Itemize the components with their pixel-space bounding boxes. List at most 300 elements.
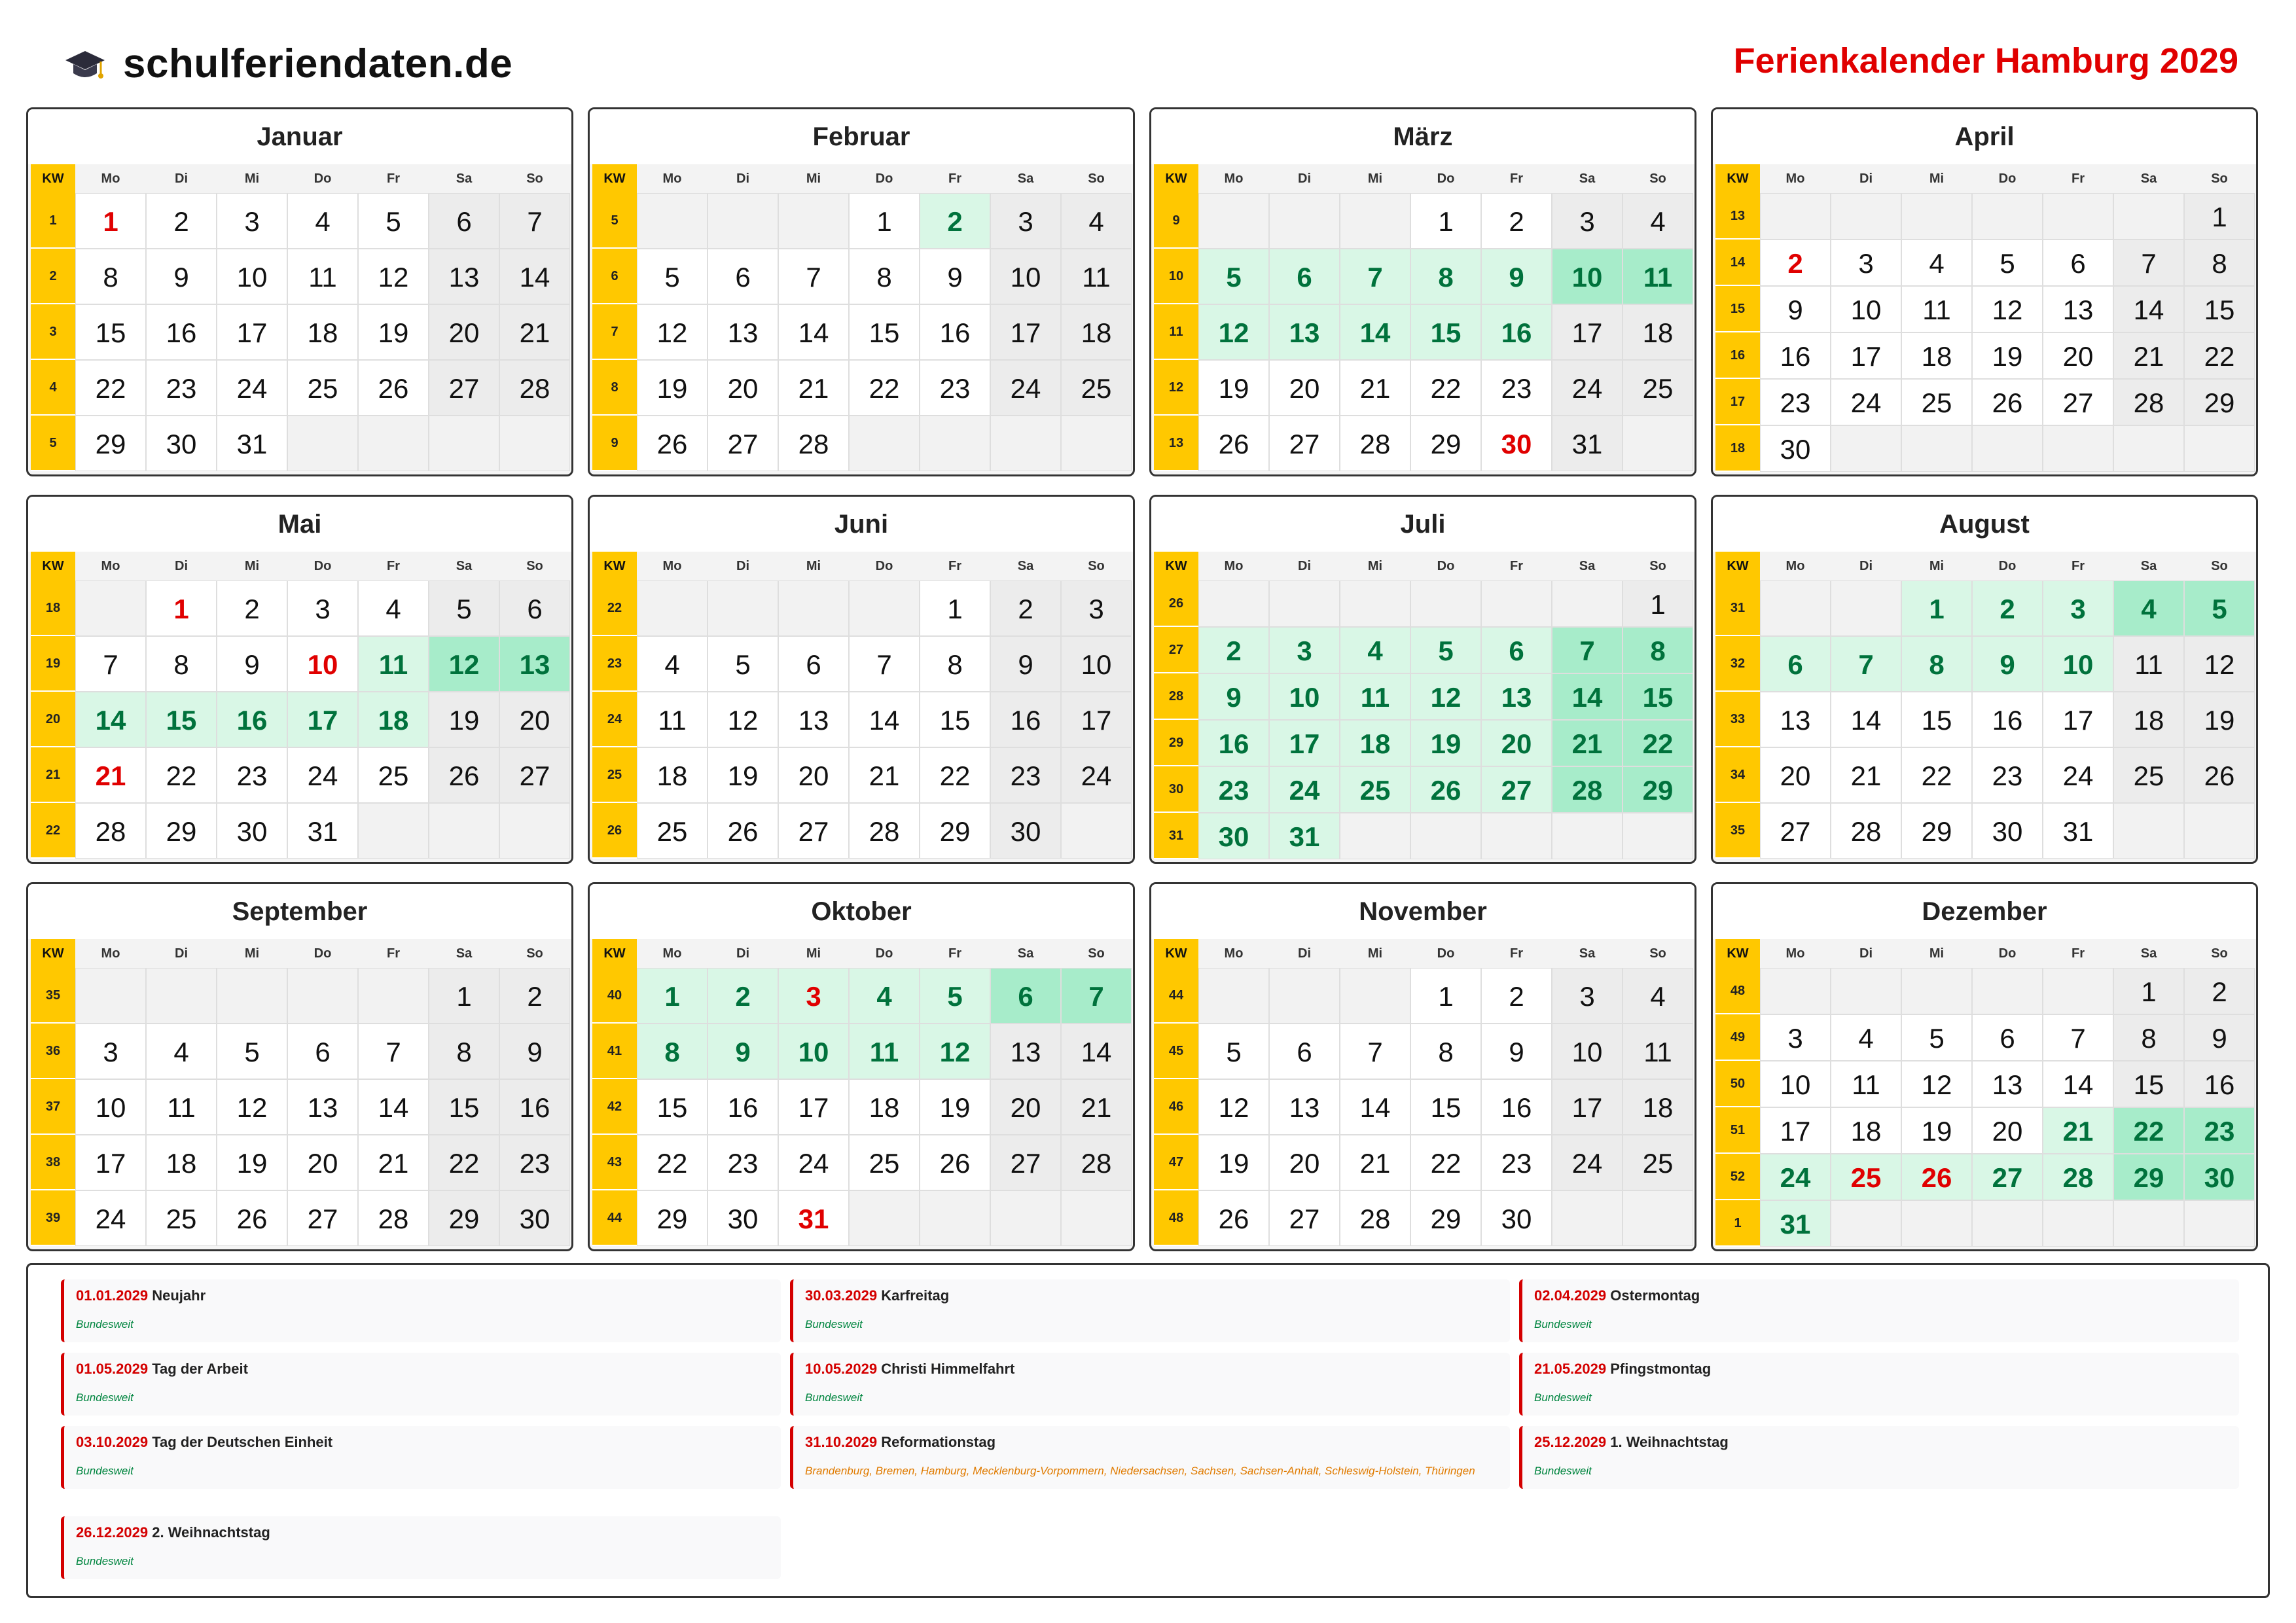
day-cell[interactable]: 22 (637, 1135, 708, 1190)
day-cell[interactable]: 19 (217, 1135, 287, 1190)
day-cell[interactable]: 30 (1972, 803, 2043, 859)
day-cell[interactable]: 20 (429, 304, 499, 360)
day-cell[interactable]: 29 (920, 803, 990, 859)
day-cell[interactable]: 8 (2113, 1014, 2184, 1061)
day-cell[interactable]: 20 (499, 692, 570, 747)
day-cell[interactable]: 20 (1972, 1107, 2043, 1154)
holiday-day-cell[interactable]: 12 (1198, 304, 1269, 360)
holiday-day-cell[interactable]: 11 (849, 1024, 920, 1079)
holiday-day-cell[interactable]: 5 (920, 968, 990, 1024)
holiday-day-cell[interactable]: 10 (778, 1024, 849, 1079)
day-cell[interactable]: 11 (1901, 286, 1972, 332)
day-cell[interactable]: 25 (1061, 360, 1132, 416)
holiday-day-cell[interactable]: 7 (1552, 627, 1623, 673)
day-cell[interactable]: 19 (2184, 692, 2255, 747)
day-cell[interactable]: 25 (2113, 747, 2184, 803)
day-cell[interactable]: 13 (1760, 692, 1831, 747)
day-cell[interactable]: 18 (1623, 1079, 1693, 1135)
day-cell[interactable]: 24 (778, 1135, 849, 1190)
day-cell[interactable]: 17 (1552, 304, 1623, 360)
day-cell[interactable]: 8 (2184, 240, 2255, 286)
day-cell[interactable]: 5 (429, 580, 499, 636)
holiday-day-cell[interactable]: 7 (1061, 968, 1132, 1024)
holiday-day-cell[interactable]: 17 (287, 692, 358, 747)
day-cell[interactable]: 26 (2184, 747, 2255, 803)
holiday-day-cell[interactable]: 27 (1972, 1154, 2043, 1200)
day-cell[interactable]: 27 (708, 416, 778, 471)
day-cell[interactable]: 3 (1831, 240, 1901, 286)
holiday-day-cell[interactable]: 30 (1198, 813, 1269, 859)
public-holiday-day-cell[interactable]: 3 (778, 968, 849, 1024)
day-cell[interactable]: 2 (499, 968, 570, 1024)
day-cell[interactable]: 6 (1972, 1014, 2043, 1061)
day-cell[interactable]: 30 (217, 803, 287, 859)
holiday-day-cell[interactable]: 28 (2043, 1154, 2113, 1200)
holiday-day-cell[interactable]: 1 (1901, 580, 1972, 636)
day-cell[interactable]: 1 (2184, 193, 2255, 240)
day-cell[interactable]: 12 (358, 249, 429, 304)
day-cell[interactable]: 7 (1340, 1024, 1410, 1079)
day-cell[interactable]: 20 (708, 360, 778, 416)
day-cell[interactable]: 4 (637, 636, 708, 692)
day-cell[interactable]: 19 (429, 692, 499, 747)
day-cell[interactable]: 16 (990, 692, 1061, 747)
site-name[interactable]: schulferiendaten.de (123, 41, 513, 86)
day-cell[interactable]: 13 (708, 304, 778, 360)
day-cell[interactable]: 7 (75, 636, 146, 692)
day-cell[interactable]: 3 (990, 193, 1061, 249)
holiday-day-cell[interactable]: 17 (1269, 720, 1340, 766)
day-cell[interactable]: 10 (1552, 1024, 1623, 1079)
day-cell[interactable]: 16 (920, 304, 990, 360)
day-cell[interactable]: 14 (849, 692, 920, 747)
day-cell[interactable]: 24 (1552, 1135, 1623, 1190)
day-cell[interactable]: 10 (217, 249, 287, 304)
day-cell[interactable]: 20 (2043, 332, 2113, 379)
day-cell[interactable]: 15 (429, 1079, 499, 1135)
holiday-day-cell[interactable]: 15 (146, 692, 217, 747)
day-cell[interactable]: 4 (1831, 1014, 1901, 1061)
day-cell[interactable]: 12 (1198, 1079, 1269, 1135)
day-cell[interactable]: 22 (1901, 747, 1972, 803)
day-cell[interactable]: 25 (287, 360, 358, 416)
day-cell[interactable]: 14 (778, 304, 849, 360)
day-cell[interactable]: 18 (1061, 304, 1132, 360)
day-cell[interactable]: 22 (920, 747, 990, 803)
holiday-day-cell[interactable]: 6 (1481, 627, 1552, 673)
day-cell[interactable]: 29 (429, 1190, 499, 1246)
holiday-day-cell[interactable]: 6 (990, 968, 1061, 1024)
day-cell[interactable]: 18 (1831, 1107, 1901, 1154)
day-cell[interactable]: 23 (920, 360, 990, 416)
day-cell[interactable]: 7 (499, 193, 570, 249)
day-cell[interactable]: 27 (2043, 379, 2113, 425)
holiday-day-cell[interactable]: 9 (1481, 249, 1552, 304)
day-cell[interactable]: 3 (1760, 1014, 1831, 1061)
day-cell[interactable]: 12 (1972, 286, 2043, 332)
holiday-day-cell[interactable]: 2 (708, 968, 778, 1024)
day-cell[interactable]: 15 (2113, 1061, 2184, 1107)
day-cell[interactable]: 21 (1340, 1135, 1410, 1190)
day-cell[interactable]: 18 (2113, 692, 2184, 747)
day-cell[interactable]: 1 (849, 193, 920, 249)
day-cell[interactable]: 15 (75, 304, 146, 360)
day-cell[interactable]: 7 (358, 1024, 429, 1079)
public-holiday-day-cell[interactable]: 31 (778, 1190, 849, 1246)
day-cell[interactable]: 3 (1552, 968, 1623, 1024)
day-cell[interactable]: 21 (849, 747, 920, 803)
holiday-day-cell[interactable]: 5 (2184, 580, 2255, 636)
day-cell[interactable]: 2 (217, 580, 287, 636)
holiday-day-cell[interactable]: 11 (358, 636, 429, 692)
day-cell[interactable]: 30 (1760, 425, 1831, 472)
day-cell[interactable]: 13 (990, 1024, 1061, 1079)
day-cell[interactable]: 27 (1269, 416, 1340, 471)
holiday-day-cell[interactable]: 2 (920, 193, 990, 249)
public-holiday-day-cell[interactable]: 10 (287, 636, 358, 692)
holiday-day-cell[interactable]: 31 (1760, 1200, 1831, 1247)
day-cell[interactable]: 11 (1623, 1024, 1693, 1079)
day-cell[interactable]: 25 (1623, 1135, 1693, 1190)
day-cell[interactable]: 16 (146, 304, 217, 360)
day-cell[interactable]: 1 (1623, 580, 1693, 627)
day-cell[interactable]: 9 (146, 249, 217, 304)
day-cell[interactable]: 28 (778, 416, 849, 471)
day-cell[interactable]: 8 (146, 636, 217, 692)
holiday-day-cell[interactable]: 30 (2184, 1154, 2255, 1200)
day-cell[interactable]: 2 (1481, 193, 1552, 249)
day-cell[interactable]: 22 (1410, 1135, 1481, 1190)
day-cell[interactable]: 16 (1481, 1079, 1552, 1135)
holiday-day-cell[interactable]: 21 (1552, 720, 1623, 766)
public-holiday-day-cell[interactable]: 2 (1760, 240, 1831, 286)
holiday-day-cell[interactable]: 15 (1623, 673, 1693, 720)
day-cell[interactable]: 18 (287, 304, 358, 360)
day-cell[interactable]: 24 (1552, 360, 1623, 416)
day-cell[interactable]: 2 (1481, 968, 1552, 1024)
day-cell[interactable]: 28 (1831, 803, 1901, 859)
day-cell[interactable]: 17 (778, 1079, 849, 1135)
day-cell[interactable]: 19 (358, 304, 429, 360)
holiday-day-cell[interactable]: 24 (1269, 766, 1340, 813)
day-cell[interactable]: 3 (287, 580, 358, 636)
holiday-day-cell[interactable]: 13 (499, 636, 570, 692)
holiday-day-cell[interactable]: 8 (1901, 636, 1972, 692)
holiday-day-cell[interactable]: 24 (1760, 1154, 1831, 1200)
day-cell[interactable]: 24 (1061, 747, 1132, 803)
holiday-day-cell[interactable]: 2 (1198, 627, 1269, 673)
day-cell[interactable]: 5 (217, 1024, 287, 1079)
day-cell[interactable]: 4 (1901, 240, 1972, 286)
day-cell[interactable]: 20 (1269, 360, 1340, 416)
day-cell[interactable]: 21 (1831, 747, 1901, 803)
day-cell[interactable]: 20 (1269, 1135, 1340, 1190)
day-cell[interactable]: 23 (1760, 379, 1831, 425)
day-cell[interactable]: 24 (287, 747, 358, 803)
day-cell[interactable]: 4 (287, 193, 358, 249)
day-cell[interactable]: 14 (2113, 286, 2184, 332)
day-cell[interactable]: 11 (637, 692, 708, 747)
day-cell[interactable]: 5 (358, 193, 429, 249)
day-cell[interactable]: 26 (217, 1190, 287, 1246)
day-cell[interactable]: 16 (708, 1079, 778, 1135)
day-cell[interactable]: 10 (75, 1079, 146, 1135)
day-cell[interactable]: 5 (1972, 240, 2043, 286)
day-cell[interactable]: 29 (146, 803, 217, 859)
day-cell[interactable]: 11 (1831, 1061, 1901, 1107)
day-cell[interactable]: 26 (1198, 1190, 1269, 1246)
day-cell[interactable]: 21 (778, 360, 849, 416)
day-cell[interactable]: 24 (1831, 379, 1901, 425)
day-cell[interactable]: 19 (1198, 360, 1269, 416)
day-cell[interactable]: 29 (1410, 416, 1481, 471)
holiday-day-cell[interactable]: 11 (1623, 249, 1693, 304)
day-cell[interactable]: 19 (637, 360, 708, 416)
day-cell[interactable]: 27 (990, 1135, 1061, 1190)
day-cell[interactable]: 31 (287, 803, 358, 859)
day-cell[interactable]: 19 (1901, 1107, 1972, 1154)
day-cell[interactable]: 23 (217, 747, 287, 803)
day-cell[interactable]: 4 (146, 1024, 217, 1079)
day-cell[interactable]: 23 (1481, 1135, 1552, 1190)
day-cell[interactable]: 20 (1760, 747, 1831, 803)
holiday-day-cell[interactable]: 26 (1410, 766, 1481, 813)
day-cell[interactable]: 6 (499, 580, 570, 636)
day-cell[interactable]: 27 (429, 360, 499, 416)
day-cell[interactable]: 24 (75, 1190, 146, 1246)
day-cell[interactable]: 16 (1760, 332, 1831, 379)
day-cell[interactable]: 1 (1410, 193, 1481, 249)
day-cell[interactable]: 21 (358, 1135, 429, 1190)
day-cell[interactable]: 21 (2113, 332, 2184, 379)
day-cell[interactable]: 30 (990, 803, 1061, 859)
holiday-day-cell[interactable]: 14 (1340, 304, 1410, 360)
day-cell[interactable]: 16 (1972, 692, 2043, 747)
day-cell[interactable]: 12 (1901, 1061, 1972, 1107)
day-cell[interactable]: 29 (2184, 379, 2255, 425)
day-cell[interactable]: 18 (146, 1135, 217, 1190)
holiday-day-cell[interactable]: 14 (1552, 673, 1623, 720)
day-cell[interactable]: 19 (1972, 332, 2043, 379)
day-cell[interactable]: 29 (1901, 803, 1972, 859)
day-cell[interactable]: 17 (1061, 692, 1132, 747)
holiday-day-cell[interactable]: 25 (1340, 766, 1410, 813)
day-cell[interactable]: 25 (637, 803, 708, 859)
holiday-day-cell[interactable]: 19 (1410, 720, 1481, 766)
day-cell[interactable]: 23 (499, 1135, 570, 1190)
day-cell[interactable]: 26 (429, 747, 499, 803)
holiday-day-cell[interactable]: 13 (1269, 304, 1340, 360)
day-cell[interactable]: 23 (1481, 360, 1552, 416)
day-cell[interactable]: 22 (2184, 332, 2255, 379)
day-cell[interactable]: 8 (1410, 1024, 1481, 1079)
holiday-day-cell[interactable]: 16 (217, 692, 287, 747)
day-cell[interactable]: 6 (287, 1024, 358, 1079)
day-cell[interactable]: 12 (637, 304, 708, 360)
holiday-day-cell[interactable]: 23 (2184, 1107, 2255, 1154)
day-cell[interactable]: 6 (1269, 1024, 1340, 1079)
day-cell[interactable]: 10 (1061, 636, 1132, 692)
day-cell[interactable]: 9 (990, 636, 1061, 692)
holiday-day-cell[interactable]: 6 (1760, 636, 1831, 692)
day-cell[interactable]: 26 (637, 416, 708, 471)
holiday-day-cell[interactable]: 27 (1481, 766, 1552, 813)
day-cell[interactable]: 8 (849, 249, 920, 304)
public-holiday-day-cell[interactable]: 1 (146, 580, 217, 636)
day-cell[interactable]: 10 (990, 249, 1061, 304)
day-cell[interactable]: 29 (637, 1190, 708, 1246)
day-cell[interactable]: 1 (920, 580, 990, 636)
day-cell[interactable]: 9 (1760, 286, 1831, 332)
day-cell[interactable]: 19 (708, 747, 778, 803)
day-cell[interactable]: 14 (358, 1079, 429, 1135)
day-cell[interactable]: 18 (1901, 332, 1972, 379)
day-cell[interactable]: 6 (2043, 240, 2113, 286)
day-cell[interactable]: 4 (358, 580, 429, 636)
day-cell[interactable]: 16 (499, 1079, 570, 1135)
day-cell[interactable]: 2 (2184, 968, 2255, 1014)
holiday-day-cell[interactable]: 18 (358, 692, 429, 747)
day-cell[interactable]: 19 (920, 1079, 990, 1135)
day-cell[interactable]: 14 (1831, 692, 1901, 747)
day-cell[interactable]: 12 (2184, 636, 2255, 692)
day-cell[interactable]: 9 (1481, 1024, 1552, 1079)
day-cell[interactable]: 2 (990, 580, 1061, 636)
day-cell[interactable]: 5 (708, 636, 778, 692)
day-cell[interactable]: 26 (358, 360, 429, 416)
day-cell[interactable]: 15 (637, 1079, 708, 1135)
day-cell[interactable]: 14 (1340, 1079, 1410, 1135)
holiday-day-cell[interactable]: 21 (2043, 1107, 2113, 1154)
day-cell[interactable]: 13 (778, 692, 849, 747)
holiday-day-cell[interactable]: 7 (1831, 636, 1901, 692)
day-cell[interactable]: 30 (708, 1190, 778, 1246)
day-cell[interactable]: 25 (146, 1190, 217, 1246)
holiday-day-cell[interactable]: 7 (1340, 249, 1410, 304)
day-cell[interactable]: 31 (1552, 416, 1623, 471)
day-cell[interactable]: 28 (75, 803, 146, 859)
day-cell[interactable]: 27 (1760, 803, 1831, 859)
day-cell[interactable]: 23 (1972, 747, 2043, 803)
day-cell[interactable]: 15 (920, 692, 990, 747)
day-cell[interactable]: 28 (1340, 416, 1410, 471)
day-cell[interactable]: 17 (1831, 332, 1901, 379)
holiday-day-cell[interactable]: 9 (1198, 673, 1269, 720)
day-cell[interactable]: 6 (778, 636, 849, 692)
public-holiday-day-cell[interactable]: 26 (1901, 1154, 1972, 1200)
day-cell[interactable]: 31 (2043, 803, 2113, 859)
day-cell[interactable]: 29 (1410, 1190, 1481, 1246)
day-cell[interactable]: 1 (2113, 968, 2184, 1014)
holiday-day-cell[interactable]: 23 (1198, 766, 1269, 813)
holiday-day-cell[interactable]: 4 (2113, 580, 2184, 636)
day-cell[interactable]: 15 (1901, 692, 1972, 747)
day-cell[interactable]: 25 (849, 1135, 920, 1190)
day-cell[interactable]: 22 (75, 360, 146, 416)
holiday-day-cell[interactable]: 22 (1623, 720, 1693, 766)
day-cell[interactable]: 3 (1061, 580, 1132, 636)
day-cell[interactable]: 28 (1340, 1190, 1410, 1246)
day-cell[interactable]: 26 (708, 803, 778, 859)
day-cell[interactable]: 17 (2043, 692, 2113, 747)
holiday-day-cell[interactable]: 5 (1410, 627, 1481, 673)
holiday-day-cell[interactable]: 8 (637, 1024, 708, 1079)
holiday-day-cell[interactable]: 29 (1623, 766, 1693, 813)
day-cell[interactable]: 28 (2113, 379, 2184, 425)
holiday-day-cell[interactable]: 5 (1198, 249, 1269, 304)
day-cell[interactable]: 21 (499, 304, 570, 360)
day-cell[interactable]: 7 (778, 249, 849, 304)
day-cell[interactable]: 27 (778, 803, 849, 859)
holiday-day-cell[interactable]: 2 (1972, 580, 2043, 636)
day-cell[interactable]: 29 (75, 416, 146, 471)
day-cell[interactable]: 18 (1623, 304, 1693, 360)
day-cell[interactable]: 5 (1901, 1014, 1972, 1061)
day-cell[interactable]: 18 (637, 747, 708, 803)
day-cell[interactable]: 4 (1061, 193, 1132, 249)
holiday-day-cell[interactable]: 4 (1340, 627, 1410, 673)
holiday-day-cell[interactable]: 14 (75, 692, 146, 747)
holiday-day-cell[interactable]: 29 (2113, 1154, 2184, 1200)
day-cell[interactable]: 9 (920, 249, 990, 304)
day-cell[interactable]: 13 (2043, 286, 2113, 332)
day-cell[interactable]: 14 (2043, 1061, 2113, 1107)
day-cell[interactable]: 11 (2113, 636, 2184, 692)
day-cell[interactable]: 3 (75, 1024, 146, 1079)
holiday-day-cell[interactable]: 28 (1552, 766, 1623, 813)
day-cell[interactable]: 17 (1552, 1079, 1623, 1135)
holiday-day-cell[interactable]: 20 (1481, 720, 1552, 766)
holiday-day-cell[interactable]: 6 (1269, 249, 1340, 304)
day-cell[interactable]: 23 (708, 1135, 778, 1190)
holiday-day-cell[interactable]: 16 (1481, 304, 1552, 360)
holiday-day-cell[interactable]: 8 (1623, 627, 1693, 673)
holiday-day-cell[interactable]: 22 (2113, 1107, 2184, 1154)
day-cell[interactable]: 13 (429, 249, 499, 304)
holiday-day-cell[interactable]: 16 (1198, 720, 1269, 766)
day-cell[interactable]: 13 (1972, 1061, 2043, 1107)
day-cell[interactable]: 8 (920, 636, 990, 692)
day-cell[interactable]: 15 (849, 304, 920, 360)
holiday-day-cell[interactable]: 12 (1410, 673, 1481, 720)
holiday-day-cell[interactable]: 10 (1269, 673, 1340, 720)
day-cell[interactable]: 30 (1481, 1190, 1552, 1246)
holiday-day-cell[interactable]: 11 (1340, 673, 1410, 720)
day-cell[interactable]: 22 (146, 747, 217, 803)
public-holiday-day-cell[interactable]: 1 (75, 193, 146, 249)
day-cell[interactable]: 9 (217, 636, 287, 692)
day-cell[interactable]: 11 (287, 249, 358, 304)
day-cell[interactable]: 17 (75, 1135, 146, 1190)
day-cell[interactable]: 2 (146, 193, 217, 249)
day-cell[interactable]: 25 (358, 747, 429, 803)
day-cell[interactable]: 1 (1410, 968, 1481, 1024)
holiday-day-cell[interactable]: 13 (1481, 673, 1552, 720)
day-cell[interactable]: 28 (849, 803, 920, 859)
day-cell[interactable]: 20 (778, 747, 849, 803)
day-cell[interactable]: 28 (499, 360, 570, 416)
holiday-day-cell[interactable]: 10 (1552, 249, 1623, 304)
holiday-day-cell[interactable]: 3 (1269, 627, 1340, 673)
day-cell[interactable]: 9 (499, 1024, 570, 1079)
day-cell[interactable]: 22 (1410, 360, 1481, 416)
day-cell[interactable]: 12 (217, 1079, 287, 1135)
holiday-day-cell[interactable]: 10 (2043, 636, 2113, 692)
day-cell[interactable]: 8 (429, 1024, 499, 1079)
day-cell[interactable]: 27 (499, 747, 570, 803)
day-cell[interactable]: 8 (75, 249, 146, 304)
day-cell[interactable]: 1 (429, 968, 499, 1024)
